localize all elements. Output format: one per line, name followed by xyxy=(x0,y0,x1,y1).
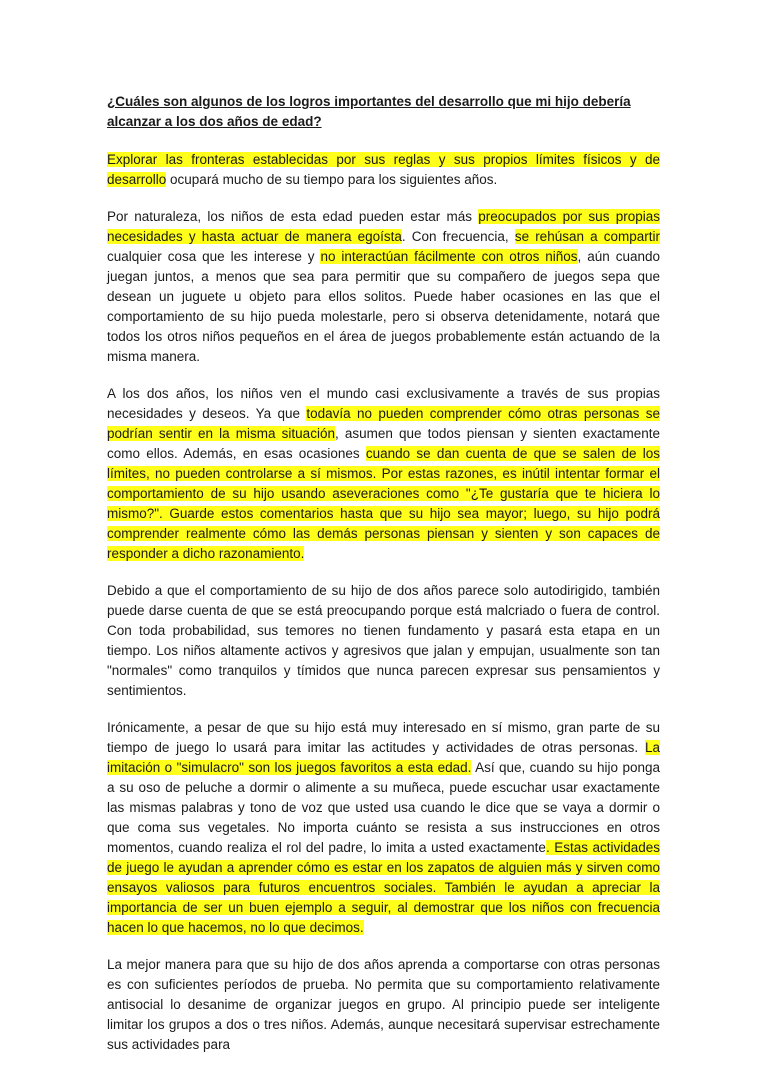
question-heading: ¿Cuáles son algunos de los logros importantes del desarrollo que mi hijo debería alcanzar a los dos años de edad? xyxy=(107,94,631,129)
text-2a: Por naturaleza, los niños de esta edad pueden estar más xyxy=(107,209,479,224)
highlight-3c: Por estas razones, es inútil intentar formar el comportamiento de su hijo usando aseveraciones como "¿Te gustaría que te hiciera lo mismo?". Guarde estos comentarios hasta que su hijo sea mayor; luego, su hijo podrá comprender realmente cómo las demás personas piensan y sienten y son capaces de responder a dicho razonamiento. xyxy=(107,466,660,561)
text-2c: cualquier cosa que les interese y xyxy=(107,249,321,264)
text-5b: Así que, cuando su hijo ponga a su oso de peluche a dormir o alimente a su muñeca, puede escuchar usar exactamente las mismas palabras y tono de voz que usted usa cuando le dice que se vaya a dormir o que coma sus vegetales. No importa cuánto se resista a sus instrucciones en otros momentos, cuando realiza el rol del padre, lo imita a usted exactamente xyxy=(107,760,660,855)
highlight-2c: no interactúan fácilmente con otros niños xyxy=(320,249,578,264)
text-2d: , aún cuando juegan juntos, a menos que sea para permitir que su compañero de juegos sepa que desean un juguete u objeto para ellos solitos. Puede haber ocasiones en las que el comportamiento de su hijo pueda molestarle, pero si observa detenidamente, notará que todos los otros niños pequeños en el área de juegos probablemente están actuando de la misma manera. xyxy=(107,249,660,364)
text-1: ocupará mucho de su tiempo para los siguientes años. xyxy=(166,172,498,187)
highlight-2a: preocupados por sus propias necesidades y hasta actuar de manera egoísta xyxy=(107,209,660,244)
paragraph-4: Debido a que el comportamiento de su hijo de dos años parece solo autodirigido, también puede darse cuenta de que se está preocupando porque está malcriado o fuera de control. Con toda probabilidad, sus temores no tienen fundamento y pasará esta etapa en un tiempo. Los niños altamente activos y agresivos que jalan y empujan, usualmente son tan "normales" como tranquilos y tímidos que nunca parecen expresar sus pensamientos y sentimientos. xyxy=(107,583,660,698)
paragraph-5 xyxy=(107,718,660,938)
highlight-5a: La imitación o "simulacro" son los juegos favoritos a esta edad. xyxy=(107,740,660,775)
text-3b: , asumen que todos piensan y sienten exactamente como ellos. Además, en esas ocasiones xyxy=(107,426,661,461)
text-5a: Irónicamente, a pesar de que su hijo está muy interesado en sí mismo, gran parte de su tiempo de juego lo usará para imitar las actitudes y actividades de otras personas. xyxy=(107,720,660,755)
highlight-3b: cuando se dan cuenta de que se salen de los límites, no pueden controlarse a sí mismos. xyxy=(107,446,660,481)
text-2b: . Con frecuencia, xyxy=(401,229,515,244)
document-page xyxy=(107,92,660,1072)
paragraph-3 xyxy=(107,384,660,564)
text-3a: A los dos años, los niños ven el mundo casi exclusivamente a través de sus propias necesidades y deseos. Ya que xyxy=(107,386,660,421)
highlight-5b: . Estas actividades de juego le ayudan a aprender cómo es estar en los zapatos de alguien más y sirven como ensayos valiosos para futuros encuentros sociales. También le ayudan a apreciar la importancia de ser un buen ejemplo a seguir, al demostrar que los niños con frecuencia hacen lo que hacemos, no lo que decimos. xyxy=(107,840,661,935)
highlight-3a: todavía no pueden comprender cómo otras personas se podrían sentir en la misma situación xyxy=(107,406,660,441)
paragraph-2 xyxy=(107,207,660,367)
highlight-2b: se rehúsan a compartir xyxy=(514,229,660,244)
paragraph-1 xyxy=(107,150,660,190)
highlight-1: Explorar las fronteras establecidas por sus reglas y sus propios límites físicos y de desarrollo xyxy=(107,152,660,187)
paragraph-6: La mejor manera para que su hijo de dos años aprenda a comportarse con otras personas es con suficientes períodos de prueba. No permita que su comportamiento relativamente antisocial lo desanime de organizar juegos en grupo. Al principio puede ser inteligente limitar los grupos a dos o tres niños. Además, aunque necesitará supervisar estrechamente sus actividades para xyxy=(107,957,660,1052)
